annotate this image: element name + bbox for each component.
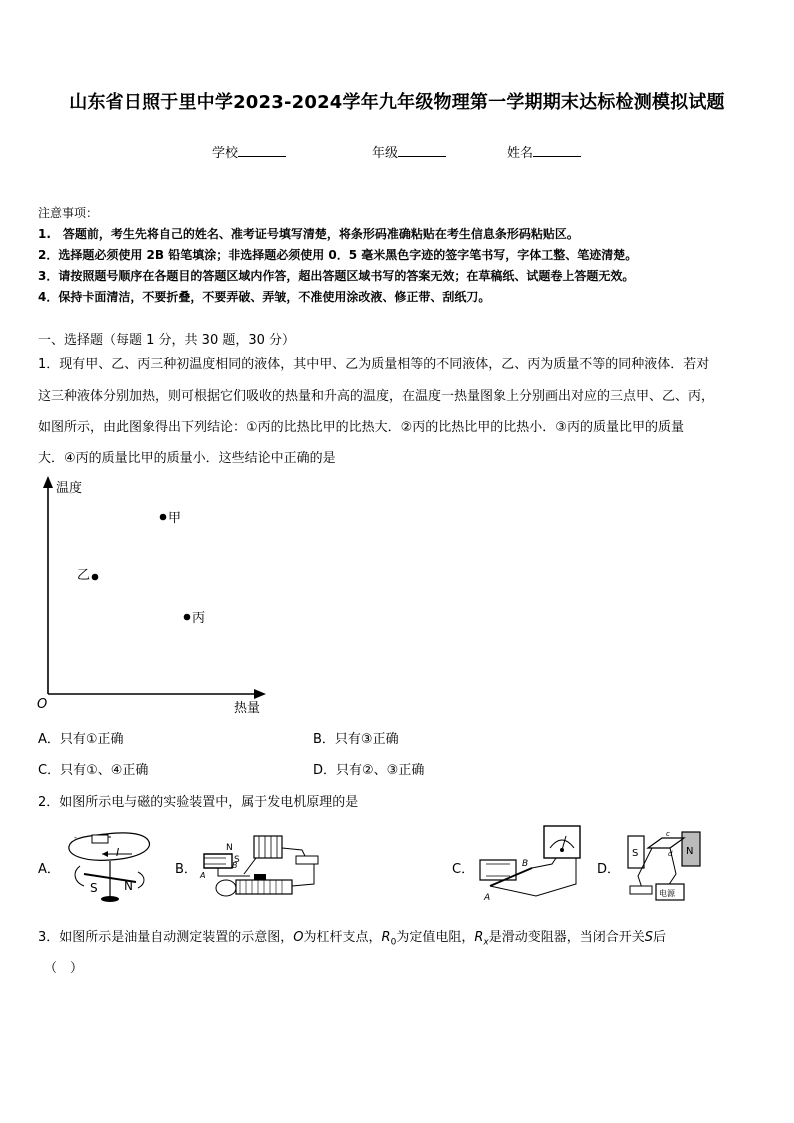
switch-icon-d bbox=[630, 886, 652, 894]
rotation-arrow-icon bbox=[75, 866, 84, 886]
needle-base bbox=[101, 896, 119, 902]
q1-option-d[interactable]: D．只有②、③正确 bbox=[313, 763, 425, 778]
battery-box-icon bbox=[254, 836, 282, 858]
rod-a-label: A bbox=[484, 893, 491, 903]
q2-option-c[interactable]: C． bbox=[452, 862, 475, 877]
q1-text-line: 1．现有甲、乙、丙三种初温度相同的液体，其中甲、乙为质量相等的不同液体，乙、丙为质量不等的同种液体．若对 bbox=[38, 357, 710, 372]
magnet bbox=[204, 854, 232, 868]
school-label: 学校 bbox=[212, 146, 239, 161]
r0-symbol: R bbox=[381, 930, 391, 945]
rx-symbol: R bbox=[474, 930, 484, 945]
point-yi bbox=[92, 574, 99, 581]
point-jia-label: 甲 bbox=[168, 511, 182, 526]
q1-text-line: 这三种液体分别加热，则可根据它们吸收的热量和升高的温度，在温度一热量图象上分别画出对应的三点甲、乙、丙， bbox=[38, 389, 715, 404]
q1-option-c[interactable]: C．只有①、④正确 bbox=[38, 763, 149, 778]
point-bing-label: 丙 bbox=[192, 611, 206, 626]
point-yi-label: 乙 bbox=[77, 568, 91, 583]
south-pole-label: S bbox=[90, 881, 98, 895]
origin-label: O bbox=[37, 697, 48, 712]
magnet-s-label-d: S bbox=[632, 848, 639, 859]
school-blank bbox=[238, 144, 286, 157]
north-pole-label: N bbox=[124, 879, 133, 893]
current-arrow-icon bbox=[102, 851, 108, 857]
rail-b-label: B bbox=[232, 861, 238, 870]
power-label: 电源 bbox=[659, 889, 675, 898]
point-bing bbox=[184, 614, 191, 621]
rail-a-label: A bbox=[200, 871, 206, 880]
q1-temperature-heat-graph bbox=[30, 474, 280, 719]
q2-option-a[interactable]: A． bbox=[38, 862, 60, 877]
battery-icon bbox=[92, 835, 108, 843]
magnet-n-label-d: N bbox=[686, 846, 694, 857]
point-c-label: c bbox=[666, 830, 670, 838]
q2-text: 2．如图所示电与磁的实验装置中，属于发电机原理的是 bbox=[38, 795, 359, 810]
name-blank bbox=[533, 144, 581, 157]
notice-item: 3．请按照题号顺序在各题目的答题区域内作答，超出答题区域书写的答案无效；在草稿纸、试题卷上答题无效。 bbox=[38, 269, 635, 283]
grade-field bbox=[372, 142, 446, 161]
switch-icon bbox=[296, 856, 318, 864]
rod-b-label: B bbox=[522, 859, 529, 869]
pivot-symbol: O bbox=[293, 930, 304, 945]
q2-figure-c-generator-apparatus bbox=[476, 824, 588, 906]
q1-text-line: 大．④丙的质量比甲的质量小．这些结论中正确的是 bbox=[38, 451, 336, 466]
magnet-n-label: N bbox=[226, 843, 233, 853]
current-label: I bbox=[116, 846, 120, 859]
notice-item: 4．保持卡面清洁，不要折叠，不要弄破、弄皱，不准使用涂改液、修正带、刮纸刀。 bbox=[38, 290, 491, 304]
q3-text: 3．如图所示是油量自动测定装置的示意图，O为杠杆支点，$R_0$为定值电阻，$R_x$是滑动变阻器，当闭合开关S后 bbox=[38, 930, 666, 948]
q1-text-line: 如图所示，由此图象得出下列结论：①丙的比热比甲的比热大．②丙的比热比甲的比热小．③丙的质量比甲的质量 bbox=[38, 420, 684, 435]
section-heading: 一、选择题（每题 1 分，共 30 题，30 分） bbox=[38, 333, 296, 348]
point-d-label: d bbox=[668, 850, 673, 858]
x-axis-arrow-icon bbox=[254, 689, 266, 699]
name-label: 姓名 bbox=[507, 146, 534, 161]
school-field bbox=[212, 142, 286, 161]
point-jia bbox=[160, 514, 167, 521]
page-title: 山东省日照于里中学2023-2024学年九年级物理第一学期期末达标检测模拟试题 bbox=[69, 92, 725, 113]
notice-item: 2．选择题必须使用 2B 铅笔填涂；非选择题必须使用 0．5 毫米黑色字迹的签字笔书写，字体工整、笔迹清楚。 bbox=[38, 248, 638, 262]
conductor-frame bbox=[648, 838, 684, 848]
switch-symbol: S bbox=[644, 930, 653, 945]
notice-item: 1. 答题前，考生先将自己的姓名、准考证号填写清楚，将条形码准确粘贴在考生信息条形码粘贴区。 bbox=[38, 227, 579, 241]
svg-text:-: - bbox=[74, 833, 77, 842]
galvanometer-icon bbox=[544, 826, 580, 858]
y-axis-label: 温度 bbox=[56, 481, 83, 496]
q2-option-b[interactable]: B． bbox=[175, 862, 197, 877]
grade-label: 年级 bbox=[372, 146, 399, 161]
q2-figure-b-motor-apparatus bbox=[196, 828, 328, 904]
q1-option-a[interactable]: A．只有①正确 bbox=[38, 732, 124, 747]
q2-figure-d-motor-apparatus bbox=[624, 826, 704, 906]
notice-heading: 注意事项： bbox=[38, 206, 99, 220]
q3-answer-paren: （ ） bbox=[44, 961, 84, 976]
magnet-s-label: S bbox=[234, 855, 240, 865]
q2-figure-a-oersted-apparatus bbox=[62, 826, 157, 904]
name-field bbox=[507, 142, 581, 161]
q1-option-b[interactable]: B．只有③正确 bbox=[313, 732, 399, 747]
conductor-rod bbox=[490, 868, 532, 886]
grade-blank bbox=[398, 144, 446, 157]
q2-option-d[interactable]: D． bbox=[597, 862, 621, 877]
x-axis-label: 热量 bbox=[234, 701, 261, 716]
y-axis-arrow-icon bbox=[43, 476, 53, 488]
